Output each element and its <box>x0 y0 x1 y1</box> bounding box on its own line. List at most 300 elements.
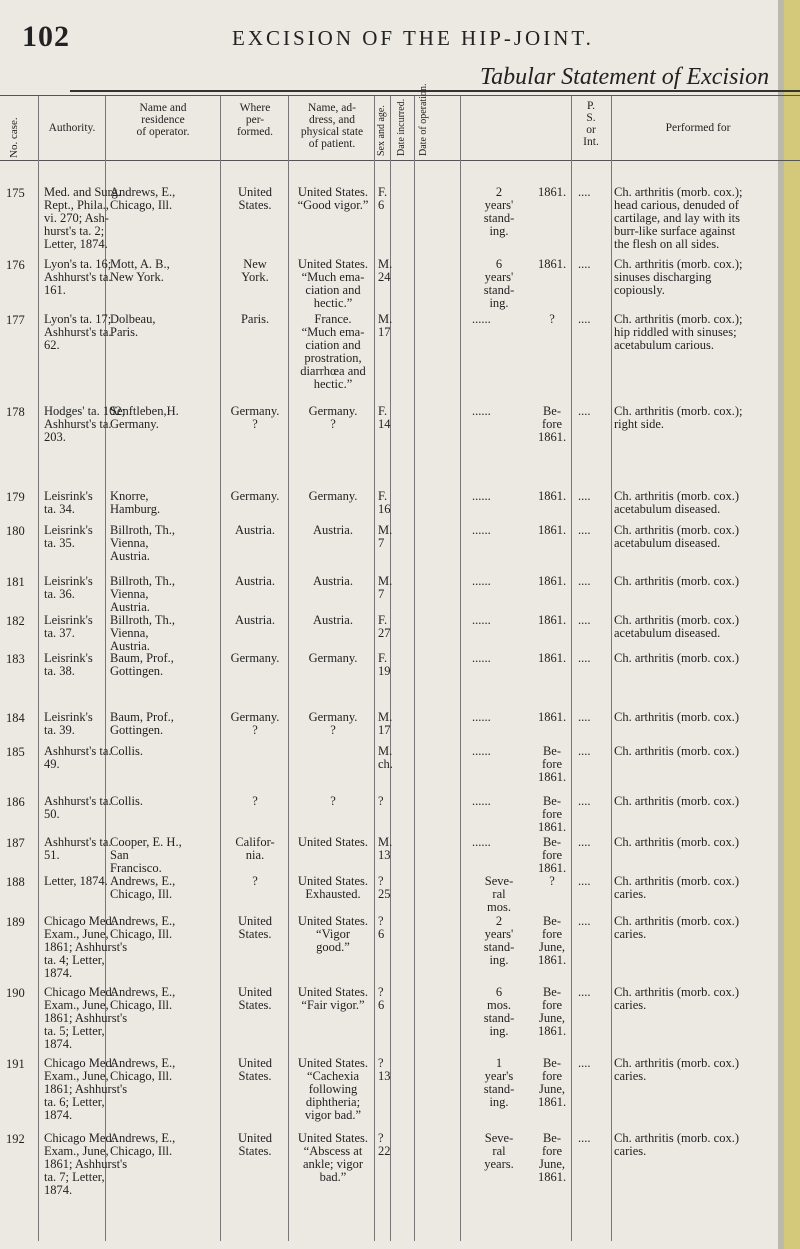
incurred-cell: ...... <box>472 574 491 588</box>
operator-cell <box>110 836 220 875</box>
date2-cell <box>530 652 574 665</box>
performed-cell <box>614 915 784 941</box>
text-line: Be- <box>542 835 562 849</box>
patient-cell <box>290 875 376 901</box>
text-line: years. <box>484 1157 514 1171</box>
patient-cell <box>290 652 376 665</box>
text-line: Ch. arthritis (morb. cox.); <box>614 312 743 326</box>
date2-cell <box>530 986 574 1038</box>
text-line: “Cachexia <box>306 1069 360 1083</box>
where-cell <box>222 1057 288 1083</box>
text-line: ta. 6; Letter, <box>44 1095 105 1109</box>
text-line: physical state <box>300 126 364 138</box>
text-line: “Fair vigor.” <box>301 998 365 1012</box>
operator-cell <box>110 986 220 1012</box>
text-line: 62. <box>44 338 60 352</box>
text-line: Austria. <box>235 574 275 588</box>
text-line: hectic.” <box>313 296 353 310</box>
text-line: Hodges' ta. 102; <box>44 404 126 418</box>
text-line: Be- <box>542 1131 562 1145</box>
text-line: United States. <box>297 1056 369 1070</box>
text-line: fore <box>541 998 563 1012</box>
text-line: Billroth, Th., <box>110 523 176 537</box>
text-line: Letter, 1874. <box>44 874 108 888</box>
authority-cell <box>44 711 114 737</box>
text-line: June, <box>538 1157 566 1171</box>
text-line: Chicago, Ill. <box>110 1144 173 1158</box>
text-line: Leisrink's <box>44 574 93 588</box>
text-line: Int. <box>583 136 599 148</box>
text-line: Germany. <box>308 489 358 503</box>
case-number: 182 <box>6 614 25 628</box>
text-line: years' <box>484 270 514 284</box>
authority-cell <box>44 652 114 678</box>
text-line: 203. <box>44 430 66 444</box>
text-line: Leisrink's <box>44 710 93 724</box>
text-line: cartilage, and lay with its <box>614 211 741 225</box>
text-line: 13 <box>378 848 391 862</box>
text-line: ing. <box>489 953 509 967</box>
text-line: “Abscess at <box>303 1144 363 1158</box>
text-line: San <box>110 848 129 862</box>
text-line: ? <box>378 985 384 999</box>
text-line: diarrhœa and <box>300 364 366 378</box>
text-line: 1861. <box>537 523 567 537</box>
performed-cell <box>614 313 784 352</box>
text-line: Seve- <box>484 874 514 888</box>
text-line: head carious, denuded of <box>614 198 739 212</box>
text-line: Paris. <box>240 312 270 326</box>
text-line: 1861. <box>537 1170 567 1184</box>
text-line: Andrews, E., <box>110 874 176 888</box>
text-line: Hamburg. <box>110 502 161 516</box>
operator-cell <box>110 875 220 901</box>
text-line: 14 <box>378 417 391 431</box>
text-line: Baum, Prof., <box>110 710 174 724</box>
text-line: acetabulum diseased. <box>614 536 721 550</box>
text-line: of operator. <box>136 126 190 138</box>
psi-cell: .... <box>578 1131 591 1145</box>
operator-cell <box>110 795 220 808</box>
text-line: sinuses discharging <box>614 270 712 284</box>
running-title: EXCISION OF THE HIP-JOINT. <box>232 26 594 50</box>
text-line: 1874. <box>44 1108 73 1122</box>
text-line: Vienna, <box>110 587 149 601</box>
text-line: Mott, A. B., <box>110 257 170 271</box>
text-line: ? <box>252 723 258 737</box>
performed-cell <box>614 711 784 724</box>
text-line: F. <box>378 404 388 418</box>
text-line: Be- <box>542 404 562 418</box>
patient-cell <box>290 915 376 954</box>
header-performed-for: Performed for <box>665 122 731 134</box>
incurred-cell <box>474 1057 524 1109</box>
text-line: Ch. arthritis (morb. cox.) <box>614 835 739 849</box>
text-line: Be- <box>542 985 562 999</box>
text-line: M. <box>378 710 393 724</box>
text-line: ing. <box>489 1024 509 1038</box>
where-cell <box>222 405 288 431</box>
authority-cell <box>44 313 114 352</box>
text-line: stand- <box>483 283 515 297</box>
date2-cell <box>530 313 574 326</box>
text-line: 6 <box>378 998 385 1012</box>
sex-cell <box>378 1057 392 1083</box>
text-line: 6 <box>495 257 503 271</box>
performed-cell <box>614 652 784 665</box>
text-line: Austria. <box>313 523 353 537</box>
text-line: Andrews, E., <box>110 985 176 999</box>
text-line: Ch. arthritis (morb. cox.) <box>614 613 739 627</box>
text-line: Germany. <box>230 489 280 503</box>
performed-cell <box>614 745 784 758</box>
patient-cell <box>290 405 376 431</box>
incurred-cell: ...... <box>472 404 491 418</box>
sex-cell <box>378 711 392 737</box>
incurred-cell: ...... <box>472 651 491 665</box>
incurred-cell: ...... <box>472 710 491 724</box>
date2-cell <box>530 711 574 724</box>
text-line: ? <box>252 874 258 888</box>
text-line: Chicago, Ill. <box>110 198 173 212</box>
case-number: 176 <box>6 258 25 272</box>
text-line: June, <box>538 1011 566 1025</box>
text-line: 1861. <box>537 489 567 503</box>
text-line: Ch. arthritis (morb. cox.) <box>614 710 739 724</box>
text-line: 7 <box>378 587 385 601</box>
incurred-cell <box>474 915 524 967</box>
text-line: ? <box>330 794 336 808</box>
text-line: 7 <box>378 536 385 550</box>
performed-cell <box>614 490 784 516</box>
text-line: M. <box>378 744 393 758</box>
text-line: 1874. <box>44 1037 73 1051</box>
text-line: Ch. arthritis (morb. cox.) <box>614 574 739 588</box>
text-line: 50. <box>44 807 60 821</box>
date2-cell <box>530 524 574 537</box>
text-line: caries. <box>614 998 647 1012</box>
text-line: Austria. <box>110 600 150 614</box>
where-cell <box>222 575 288 588</box>
text-line: Andrews, E., <box>110 1131 176 1145</box>
text-line: Senftleben,H. <box>110 404 179 418</box>
text-line: 6 <box>378 198 385 212</box>
text-line: Ch. arthritis (morb. cox.); <box>614 185 743 199</box>
column-divider <box>38 96 39 1241</box>
text-line: 1861. <box>537 574 567 588</box>
text-line: United States. <box>297 257 369 271</box>
date2-cell <box>530 575 574 588</box>
text-line: 49. <box>44 757 60 771</box>
text-line: Gottingen. <box>110 664 164 678</box>
patient-cell <box>290 1057 376 1122</box>
text-line: States. <box>238 1144 272 1158</box>
performed-cell <box>614 405 784 431</box>
where-cell <box>222 836 288 862</box>
text-line: Germany. <box>110 417 159 431</box>
date2-cell <box>530 1132 574 1184</box>
text-line: Chicago Med. <box>44 914 115 928</box>
text-line: 1861; Ashhurst's <box>44 940 128 954</box>
text-line: ciation and <box>305 338 361 352</box>
incurred-cell <box>474 1132 524 1171</box>
text-line: Germany. <box>308 710 358 724</box>
performed-cell <box>614 186 784 251</box>
operator-cell <box>110 490 220 516</box>
text-line: Leisrink's <box>44 489 93 503</box>
text-line: United States. <box>297 914 369 928</box>
text-line: vigor bad.” <box>304 1108 362 1122</box>
psi-cell: .... <box>578 257 591 271</box>
text-line: United States. <box>297 185 369 199</box>
text-line: acetabulum diseased. <box>614 502 721 516</box>
text-line: F. <box>378 185 388 199</box>
authority-cell <box>44 1131 128 1197</box>
text-line: 51. <box>44 848 60 862</box>
text-line: “Much ema- <box>301 325 365 339</box>
performed-cell <box>614 986 784 1012</box>
authority-cell <box>44 914 128 980</box>
text-line: Ch. arthritis (morb. cox.) <box>614 1056 739 1070</box>
text-line: 1861. <box>537 1024 567 1038</box>
sex-cell <box>378 836 392 862</box>
operator-cell <box>110 186 220 212</box>
text-line: Vienna, <box>110 536 149 550</box>
text-line: Cooper, E. H., <box>110 835 182 849</box>
psi-cell: .... <box>578 523 591 537</box>
header-date-incurred: Date incurred. <box>396 98 407 156</box>
header-bottom-rule <box>0 160 800 161</box>
text-line: New York. <box>110 270 164 284</box>
text-line: 1861. <box>537 710 567 724</box>
text-line: 1861; Ashhurst's <box>44 1011 128 1025</box>
text-line: Ashhurst's ta. <box>44 270 112 284</box>
text-line: acetabulum diseased. <box>614 626 721 640</box>
text-line: 2 <box>495 914 503 928</box>
date2-cell <box>530 745 574 784</box>
text-line: 1861. <box>537 820 567 834</box>
text-line: ? <box>252 794 258 808</box>
text-line: 17 <box>378 723 391 737</box>
text-line: hurst's ta. 2; <box>44 224 105 238</box>
text-line: Chicago Med. <box>44 1056 115 1070</box>
text-line: or <box>586 124 596 136</box>
text-line: Exam., June, <box>44 998 109 1012</box>
text-line: Exam., June, <box>44 1069 109 1083</box>
operator-cell <box>110 405 220 431</box>
authority-cell <box>44 795 114 821</box>
text-line: ? <box>330 723 336 737</box>
text-line: United States. <box>297 1131 369 1145</box>
text-line: Ch. arthritis (morb. cox.) <box>614 794 739 808</box>
sex-cell <box>378 1132 392 1158</box>
text-line: F. <box>378 489 388 503</box>
text-line: Ch. arthritis (morb. cox.) <box>614 651 739 665</box>
header-patient <box>290 102 374 150</box>
text-line: 16 <box>378 502 391 516</box>
text-line: Billroth, Th., <box>110 613 176 627</box>
text-line: ? <box>549 312 555 326</box>
performed-cell <box>614 524 784 550</box>
authority-cell <box>44 875 114 888</box>
case-number: 189 <box>6 915 25 929</box>
text-line: 1861. <box>537 861 567 875</box>
text-line: Med. and Surg. <box>44 185 121 199</box>
text-line: Ch. arthritis (morb. cox.) <box>614 523 739 537</box>
date2-cell <box>530 836 574 875</box>
text-line: Ch. arthritis (morb. cox.) <box>614 914 739 928</box>
text-line: ? <box>378 914 384 928</box>
text-line: Germany. <box>308 651 358 665</box>
psi-cell: .... <box>578 794 591 808</box>
text-line: F. <box>378 613 388 627</box>
text-line: ral <box>492 887 506 901</box>
text-line: acetabulum carious. <box>614 338 714 352</box>
text-line: diphtheria; <box>305 1095 361 1109</box>
text-line: right side. <box>614 417 664 431</box>
text-line: the flesh on all sides. <box>614 237 720 251</box>
text-line: stand- <box>483 1082 515 1096</box>
text-line: Collis. <box>110 744 143 758</box>
text-line: hip riddled with sinuses; <box>614 325 737 339</box>
authority-cell <box>44 185 121 251</box>
where-cell <box>222 915 288 941</box>
operator-cell <box>110 524 220 563</box>
text-line: Lyon's ta. 16; <box>44 257 112 271</box>
performed-cell <box>614 875 784 901</box>
patient-cell <box>290 490 376 503</box>
text-line: M. <box>378 574 393 588</box>
text-line: Exam., June, <box>44 1144 109 1158</box>
psi-cell: .... <box>578 574 591 588</box>
text-line: ta. 5; Letter, <box>44 1024 105 1038</box>
patient-cell <box>290 524 376 537</box>
operator-cell <box>110 313 220 339</box>
text-line: Chicago, Ill. <box>110 998 173 1012</box>
patient-cell <box>290 614 376 627</box>
psi-cell: .... <box>578 185 591 199</box>
text-line: Chicago, Ill. <box>110 927 173 941</box>
sex-cell <box>378 986 392 1012</box>
text-line: F. <box>378 651 388 665</box>
psi-cell: .... <box>578 874 591 888</box>
text-line: P. <box>587 100 595 112</box>
header-psi <box>568 100 614 148</box>
text-line: 22 <box>378 1144 391 1158</box>
text-line: ing. <box>489 224 509 238</box>
text-line: ing. <box>489 296 509 310</box>
incurred-cell <box>474 986 524 1038</box>
text-line: ? <box>378 794 384 808</box>
text-line: Knorre, <box>110 489 149 503</box>
text-line: France. <box>314 312 352 326</box>
where-cell <box>222 1132 288 1158</box>
where-cell <box>222 186 288 212</box>
text-line: Andrews, E., <box>110 1056 176 1070</box>
incurred-cell: ...... <box>472 835 491 849</box>
text-line: of patient. <box>308 138 356 150</box>
text-line: 6 <box>378 927 385 941</box>
text-line: Ch. arthritis (morb. cox.) <box>614 1131 739 1145</box>
authority-cell <box>44 745 114 771</box>
incurred-cell <box>474 875 524 914</box>
incurred-cell: ...... <box>472 794 491 808</box>
text-line: States. <box>238 1069 272 1083</box>
operator-cell <box>110 915 220 941</box>
text-line: ? <box>378 874 384 888</box>
incurred-cell <box>474 258 524 310</box>
text-line: ankle; vigor <box>302 1157 364 1171</box>
text-line: Austria. <box>235 613 275 627</box>
patient-cell <box>290 258 376 310</box>
authority-cell <box>44 490 114 516</box>
psi-cell: .... <box>578 651 591 665</box>
text-line: United <box>237 1131 273 1145</box>
table-subtitle: Tabular Statement of Excision <box>480 64 770 90</box>
where-cell <box>222 795 288 808</box>
text-line: Ch. arthritis (morb. cox.); <box>614 404 743 418</box>
text-line: Austria. <box>110 549 150 563</box>
patient-cell <box>290 836 376 849</box>
text-line: York. <box>241 270 269 284</box>
text-line: 1861. <box>537 651 567 665</box>
text-line: fore <box>541 848 563 862</box>
text-line: fore <box>541 757 563 771</box>
patient-cell <box>290 795 376 808</box>
sex-cell <box>378 614 392 640</box>
text-line: S. <box>586 112 596 124</box>
text-line: “Vigor <box>316 927 350 941</box>
text-line: stand- <box>483 211 515 225</box>
text-line: Andrews, E., <box>110 914 176 928</box>
text-line: “Much ema- <box>301 270 365 284</box>
sex-cell <box>378 313 392 339</box>
text-line: 17 <box>378 325 391 339</box>
authority-cell <box>44 575 114 601</box>
text-line: States. <box>238 198 272 212</box>
text-line: Chicago, Ill. <box>110 887 173 901</box>
patient-cell <box>290 711 376 737</box>
text-line: Name, ad- <box>308 102 356 114</box>
psi-cell: .... <box>578 985 591 999</box>
date2-cell <box>530 795 574 834</box>
where-cell <box>222 524 288 537</box>
text-line: United <box>237 914 273 928</box>
text-line: Chicago, Ill. <box>110 1069 173 1083</box>
operator-cell <box>110 745 220 758</box>
sex-cell <box>378 575 392 601</box>
text-line: Billroth, Th., <box>110 574 176 588</box>
text-line: M. <box>378 835 393 849</box>
text-line: ? <box>330 417 336 431</box>
text-line: ta. 34. <box>44 502 75 516</box>
text-line: Austria. <box>235 523 275 537</box>
text-line: residence <box>141 114 185 126</box>
header-sex-age: Sex and age. <box>376 105 387 156</box>
text-line: States. <box>238 927 272 941</box>
text-line: Exhausted. <box>305 887 361 901</box>
text-line: ta. 35. <box>44 536 75 550</box>
where-cell <box>222 986 288 1012</box>
authority-cell <box>44 524 114 550</box>
incurred-cell: ...... <box>472 744 491 758</box>
text-line: 27 <box>378 626 391 640</box>
text-line: 161. <box>44 283 66 297</box>
text-line: Ashhurst's ta. <box>44 835 112 849</box>
text-line: Ashhurst's ta. <box>44 325 112 339</box>
text-line: caries. <box>614 927 647 941</box>
incurred-cell: ...... <box>472 523 491 537</box>
